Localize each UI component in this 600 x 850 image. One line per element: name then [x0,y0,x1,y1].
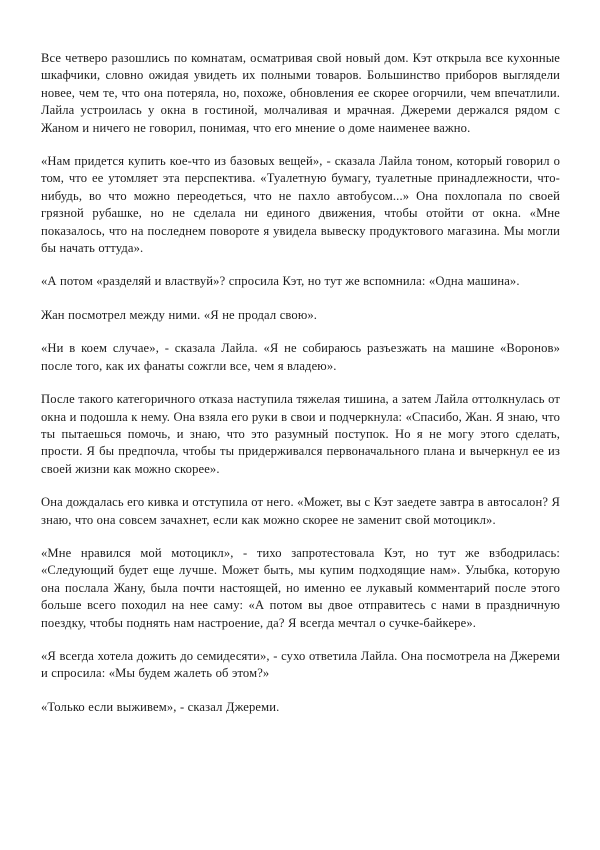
paragraph: «Только если выживем», - сказал Джереми. [41,699,280,714]
paragraph: «Нам придется купить кое-что из базовых вещей», - сказала Лайла тоном, который говорил о том, что ее утомляет эта перспектива. «Туалетную бумагу, туалетные принадлежности, что-нибудь, во что можно переодеться, что не пахло автобусом...» Она похлопала по своей грязной рубашке, но не сделала ни единого движения, чтобы отойти от окна. «Мне показалось, что на последнем повороте я увидела вывеску продуктового магазина. Мы могли бы начать оттуда». [41,154,560,256]
paragraph: «Ни в коем случае», - сказала Лайла. «Я не собираюсь разъезжать на машине «Воронов» после того, как их фанаты сожгли все, чем я владею». [41,341,560,373]
paragraph: «Мне нравился мой мотоцикл», - тихо запротестовала Кэт, но тут же взбодрилась: «Следующий будет еще лучше. Может быть, мы купим подходящие нам». Улыбка, которую она послала Жану, была почти настоящей, но именно ее лукавый комментарий после этого больше всего походил на нее саму: «А потом вы двое отправитесь с нами в праздничную поездку, чтобы поднять нам настроение, да? Я всегда мечтал о сучке-байкере». [41,545,560,630]
paragraph: Она дождалась его кивка и отступила от него. «Может, вы с Кэт заедете завтра в автосалон? Я знаю, что она совсем зачахнет, если как можно скорее не заменит свой мотоцикл». [41,495,560,527]
paragraph: После такого категоричного отказа наступила тяжелая тишина, а затем Лайла оттолкнулась от окна и подошла к нему. Она взяла его руки в свои и подчеркнула: «Спасибо, Жан. Я знаю, что ты пытаешься помочь, и знаю, что это разумный поступок. Но я не могу этого сделать, прости. Я бы предпочла, чтобы ты придерживался первоначального плана и вычеркнул ее из своей жизни как можно скорее». [41,392,560,476]
paragraph: Жан посмотрел между ними. «Я не продал свою». [41,307,318,322]
paragraph: «Я всегда хотела дожить до семидесяти», - сухо ответила Лайла. Она посмотрела на Джереми и спросила: «Мы будем жалеть об этом?» [41,648,560,681]
paragraph: «А потом «разделяй и властвуй»? спросила Кэт, но тут же вспомнила: «Одна машина». [41,274,520,289]
document-text-body [41,50,560,716]
paragraph: Все четверо разошлись по комнатам, осматривая свой новый дом. Кэт открыла все кухонные шкафчики, словно ожидая увидеть их полными товаров. Большинство приборов выглядели новее, чем те, что она потеряла, но, похоже, обновления ее скорее огорчили, чем впечатлили. Лайла устроилась у окна в гостиной, молчаливая и мрачная. Джереми держался рядом с Жаном и ничего не говорил, понимая, что его мнение о доме наименее важно. [41,51,560,135]
